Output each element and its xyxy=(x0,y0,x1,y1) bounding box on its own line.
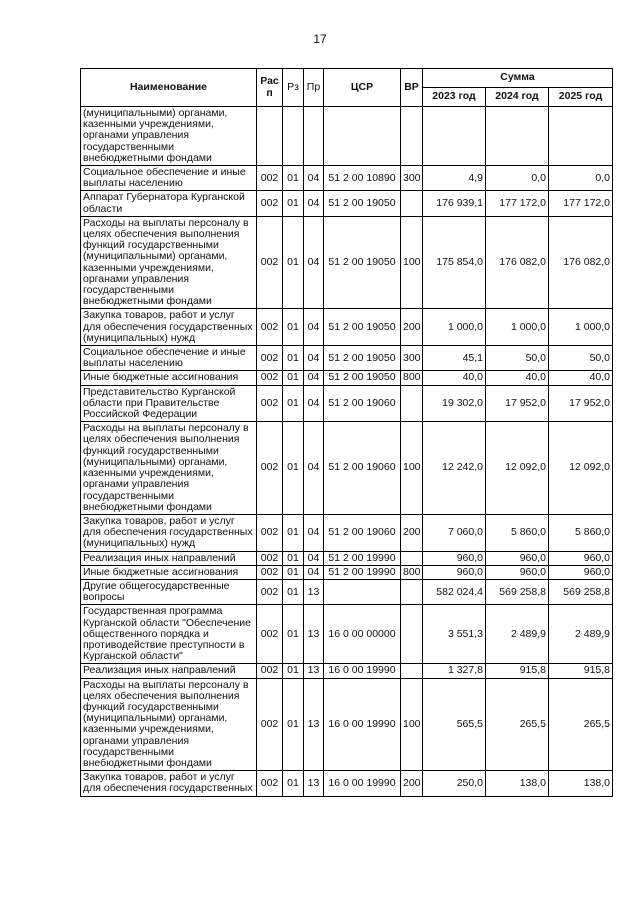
row-name-cell: Реализация иных направлений xyxy=(81,551,257,565)
table-row xyxy=(81,664,613,678)
row-rz-cell: 01 xyxy=(283,514,304,551)
header-2024: 2024 год xyxy=(486,88,549,107)
row-ras-cell: 002 xyxy=(257,551,283,565)
table-header xyxy=(81,69,613,107)
row-2024-cell: 2 489,9 xyxy=(486,605,549,664)
row-csr-cell: 51 2 00 19060 xyxy=(324,514,401,551)
row-vr-cell xyxy=(401,664,423,678)
table-body xyxy=(81,107,613,797)
row-2024-cell: 569 258,8 xyxy=(486,579,549,604)
row-rz-cell: 01 xyxy=(283,771,304,796)
row-2024-cell: 177 172,0 xyxy=(486,191,549,216)
row-pr-cell: 13 xyxy=(304,579,324,604)
row-name-cell: Расходы на выплаты персоналу в целях обеспечения выполнения функций государственными (муниципальными) органами, казенными учреждениями, органами управления государственными внебюджетными фондами xyxy=(81,216,257,309)
table-row xyxy=(81,191,613,216)
row-2024-cell: 12 092,0 xyxy=(486,422,549,515)
row-vr-cell: 200 xyxy=(401,771,423,796)
row-pr-cell: 13 xyxy=(304,664,324,678)
row-name-cell: Иные бюджетные ассигнования xyxy=(81,371,257,385)
header-ras: Рас п xyxy=(257,69,283,107)
row-2025-cell: 915,8 xyxy=(549,664,613,678)
row-pr-cell: 13 xyxy=(304,771,324,796)
table-row xyxy=(81,678,613,771)
row-name-cell: Социальное обеспечение и иные выплаты населению xyxy=(81,166,257,191)
row-vr-cell: 300 xyxy=(401,166,423,191)
row-2023-cell: 175 854,0 xyxy=(423,216,486,309)
row-2024-cell: 915,8 xyxy=(486,664,549,678)
row-2025-cell xyxy=(549,107,613,166)
row-csr-cell: 16 0 00 19990 xyxy=(324,678,401,771)
row-vr-cell: 800 xyxy=(401,565,423,579)
page-number: 17 xyxy=(313,32,327,46)
row-name-cell: Представительство Курганской области при Правительстве Российской Федерации xyxy=(81,385,257,422)
row-2025-cell: 12 092,0 xyxy=(549,422,613,515)
row-rz-cell: 01 xyxy=(283,664,304,678)
row-name-cell: Закупка товаров, работ и услуг для обеспечения государственных xyxy=(81,771,257,796)
row-rz-cell: 01 xyxy=(283,216,304,309)
row-ras-cell: 002 xyxy=(257,309,283,346)
row-ras-cell: 002 xyxy=(257,166,283,191)
row-vr-cell: 300 xyxy=(401,346,423,371)
table-row xyxy=(81,371,613,385)
row-2025-cell: 177 172,0 xyxy=(549,191,613,216)
table-row xyxy=(81,514,613,551)
row-pr-cell: 04 xyxy=(304,514,324,551)
row-ras-cell: 002 xyxy=(257,422,283,515)
row-vr-cell: 100 xyxy=(401,422,423,515)
row-2023-cell xyxy=(423,107,486,166)
table-row xyxy=(81,346,613,371)
table-row xyxy=(81,605,613,664)
row-vr-cell: 100 xyxy=(401,678,423,771)
row-pr-cell: 04 xyxy=(304,216,324,309)
row-pr-cell: 04 xyxy=(304,166,324,191)
row-vr-cell xyxy=(401,385,423,422)
row-name-cell: (муниципальными) органами, казенными учреждениями, органами управления государственными внебюджетными фондами xyxy=(81,107,257,166)
row-name-cell: Государственная программа Курганской области "Обеспечение общественного порядка и противодействие преступности в Курганской области" xyxy=(81,605,257,664)
row-name-cell: Расходы на выплаты персоналу в целях обеспечения выполнения функций государственными (муниципальными) органами, казенными учреждениями, органами управления государственными внебюджетными фондами xyxy=(81,678,257,771)
row-ras-cell: 002 xyxy=(257,664,283,678)
row-rz-cell: 01 xyxy=(283,309,304,346)
row-pr-cell: 13 xyxy=(304,605,324,664)
row-name-cell: Закупка товаров, работ и услуг для обеспечения государственных (муниципальных) нужд xyxy=(81,514,257,551)
row-pr-cell: 04 xyxy=(304,385,324,422)
row-rz-cell: 01 xyxy=(283,678,304,771)
row-ras-cell: 002 xyxy=(257,678,283,771)
table-row xyxy=(81,107,613,166)
row-2023-cell: 960,0 xyxy=(423,565,486,579)
row-ras-cell xyxy=(257,107,283,166)
row-rz-cell: 01 xyxy=(283,551,304,565)
row-2023-cell: 582 024,4 xyxy=(423,579,486,604)
header-rz: Рз xyxy=(283,69,304,107)
row-2023-cell: 1 000,0 xyxy=(423,309,486,346)
row-2023-cell: 176 939,1 xyxy=(423,191,486,216)
row-pr-cell: 04 xyxy=(304,371,324,385)
row-2024-cell: 176 082,0 xyxy=(486,216,549,309)
table-row xyxy=(81,771,613,796)
header-vr: ВР xyxy=(401,69,423,107)
table-row xyxy=(81,551,613,565)
row-ras-cell: 002 xyxy=(257,371,283,385)
row-vr-cell xyxy=(401,579,423,604)
row-vr-cell xyxy=(401,107,423,166)
budget-table xyxy=(80,68,613,797)
header-sum: Сумма xyxy=(423,69,613,88)
row-2024-cell: 960,0 xyxy=(486,551,549,565)
row-pr-cell xyxy=(304,107,324,166)
row-csr-cell: 51 2 00 19990 xyxy=(324,551,401,565)
row-2025-cell: 569 258,8 xyxy=(549,579,613,604)
row-2024-cell: 17 952,0 xyxy=(486,385,549,422)
row-csr-cell: 51 2 00 19050 xyxy=(324,216,401,309)
row-vr-cell xyxy=(401,551,423,565)
row-csr-cell: 51 2 00 19050 xyxy=(324,371,401,385)
header-csr: ЦСР xyxy=(324,69,401,107)
row-rz-cell: 01 xyxy=(283,565,304,579)
row-2025-cell: 176 082,0 xyxy=(549,216,613,309)
row-name-cell: Иные бюджетные ассигнования xyxy=(81,565,257,579)
row-csr-cell: 51 2 00 19050 xyxy=(324,346,401,371)
row-ras-cell: 002 xyxy=(257,605,283,664)
row-2024-cell: 0,0 xyxy=(486,166,549,191)
row-pr-cell: 04 xyxy=(304,191,324,216)
row-2024-cell xyxy=(486,107,549,166)
table-row xyxy=(81,385,613,422)
row-ras-cell: 002 xyxy=(257,579,283,604)
row-rz-cell: 01 xyxy=(283,422,304,515)
row-csr-cell xyxy=(324,107,401,166)
row-2024-cell: 5 860,0 xyxy=(486,514,549,551)
row-2025-cell: 1 000,0 xyxy=(549,309,613,346)
header-pr: Пр xyxy=(304,69,324,107)
row-name-cell: Реализация иных направлений xyxy=(81,664,257,678)
row-pr-cell: 04 xyxy=(304,565,324,579)
row-2023-cell: 19 302,0 xyxy=(423,385,486,422)
row-2025-cell: 17 952,0 xyxy=(549,385,613,422)
table-row xyxy=(81,216,613,309)
table-row xyxy=(81,565,613,579)
row-ras-cell: 002 xyxy=(257,385,283,422)
row-csr-cell: 51 2 00 10890 xyxy=(324,166,401,191)
row-rz-cell xyxy=(283,107,304,166)
row-rz-cell: 01 xyxy=(283,191,304,216)
row-2024-cell: 40,0 xyxy=(486,371,549,385)
row-vr-cell xyxy=(401,605,423,664)
row-name-cell: Социальное обеспечение и иные выплаты населению xyxy=(81,346,257,371)
row-csr-cell: 16 0 00 19990 xyxy=(324,771,401,796)
row-2023-cell: 3 551,3 xyxy=(423,605,486,664)
row-2023-cell: 1 327,8 xyxy=(423,664,486,678)
row-2025-cell: 0,0 xyxy=(549,166,613,191)
row-pr-cell: 04 xyxy=(304,309,324,346)
row-rz-cell: 01 xyxy=(283,166,304,191)
row-csr-cell: 51 2 00 19060 xyxy=(324,422,401,515)
row-csr-cell: 16 0 00 19990 xyxy=(324,664,401,678)
table-row xyxy=(81,309,613,346)
row-rz-cell: 01 xyxy=(283,579,304,604)
row-2025-cell: 50,0 xyxy=(549,346,613,371)
row-2023-cell: 45,1 xyxy=(423,346,486,371)
row-2023-cell: 960,0 xyxy=(423,551,486,565)
row-ras-cell: 002 xyxy=(257,216,283,309)
row-rz-cell: 01 xyxy=(283,371,304,385)
row-ras-cell: 002 xyxy=(257,514,283,551)
row-pr-cell: 04 xyxy=(304,422,324,515)
row-2024-cell: 1 000,0 xyxy=(486,309,549,346)
row-2025-cell: 40,0 xyxy=(549,371,613,385)
row-rz-cell: 01 xyxy=(283,346,304,371)
row-pr-cell: 04 xyxy=(304,346,324,371)
row-2024-cell: 960,0 xyxy=(486,565,549,579)
row-csr-cell: 51 2 00 19060 xyxy=(324,385,401,422)
row-2024-cell: 50,0 xyxy=(486,346,549,371)
row-vr-cell xyxy=(401,191,423,216)
row-rz-cell: 01 xyxy=(283,385,304,422)
row-csr-cell: 16 0 00 00000 xyxy=(324,605,401,664)
row-csr-cell: 51 2 00 19050 xyxy=(324,309,401,346)
row-rz-cell: 01 xyxy=(283,605,304,664)
row-2025-cell: 960,0 xyxy=(549,565,613,579)
table-row xyxy=(81,166,613,191)
header-2025: 2025 год xyxy=(549,88,613,107)
row-2023-cell: 565,5 xyxy=(423,678,486,771)
row-name-cell: Аппарат Губернатора Курганской области xyxy=(81,191,257,216)
row-2025-cell: 265,5 xyxy=(549,678,613,771)
row-ras-cell: 002 xyxy=(257,191,283,216)
row-csr-cell: 51 2 00 19990 xyxy=(324,565,401,579)
row-csr-cell: 51 2 00 19050 xyxy=(324,191,401,216)
row-2024-cell: 138,0 xyxy=(486,771,549,796)
row-2025-cell: 138,0 xyxy=(549,771,613,796)
header-2023: 2023 год xyxy=(423,88,486,107)
header-name: Наименование xyxy=(81,69,257,107)
row-2023-cell: 40,0 xyxy=(423,371,486,385)
table-row xyxy=(81,579,613,604)
row-csr-cell xyxy=(324,579,401,604)
row-ras-cell: 002 xyxy=(257,346,283,371)
row-vr-cell: 200 xyxy=(401,514,423,551)
row-2024-cell: 265,5 xyxy=(486,678,549,771)
row-2023-cell: 12 242,0 xyxy=(423,422,486,515)
table-row xyxy=(81,422,613,515)
row-2025-cell: 2 489,9 xyxy=(549,605,613,664)
row-2025-cell: 5 860,0 xyxy=(549,514,613,551)
row-2023-cell: 4,9 xyxy=(423,166,486,191)
row-vr-cell: 800 xyxy=(401,371,423,385)
row-name-cell: Закупка товаров, работ и услуг для обеспечения государственных (муниципальных) нужд xyxy=(81,309,257,346)
row-name-cell: Другие общегосударственные вопросы xyxy=(81,579,257,604)
row-2023-cell: 7 060,0 xyxy=(423,514,486,551)
row-vr-cell: 100 xyxy=(401,216,423,309)
row-vr-cell: 200 xyxy=(401,309,423,346)
row-2023-cell: 250,0 xyxy=(423,771,486,796)
row-ras-cell: 002 xyxy=(257,771,283,796)
row-name-cell: Расходы на выплаты персоналу в целях обеспечения выполнения функций государственными (муниципальными) органами, казенными учреждениями, органами управления государственными внебюджетными фондами xyxy=(81,422,257,515)
row-pr-cell: 04 xyxy=(304,551,324,565)
row-2025-cell: 960,0 xyxy=(549,551,613,565)
row-ras-cell: 002 xyxy=(257,565,283,579)
row-pr-cell: 13 xyxy=(304,678,324,771)
